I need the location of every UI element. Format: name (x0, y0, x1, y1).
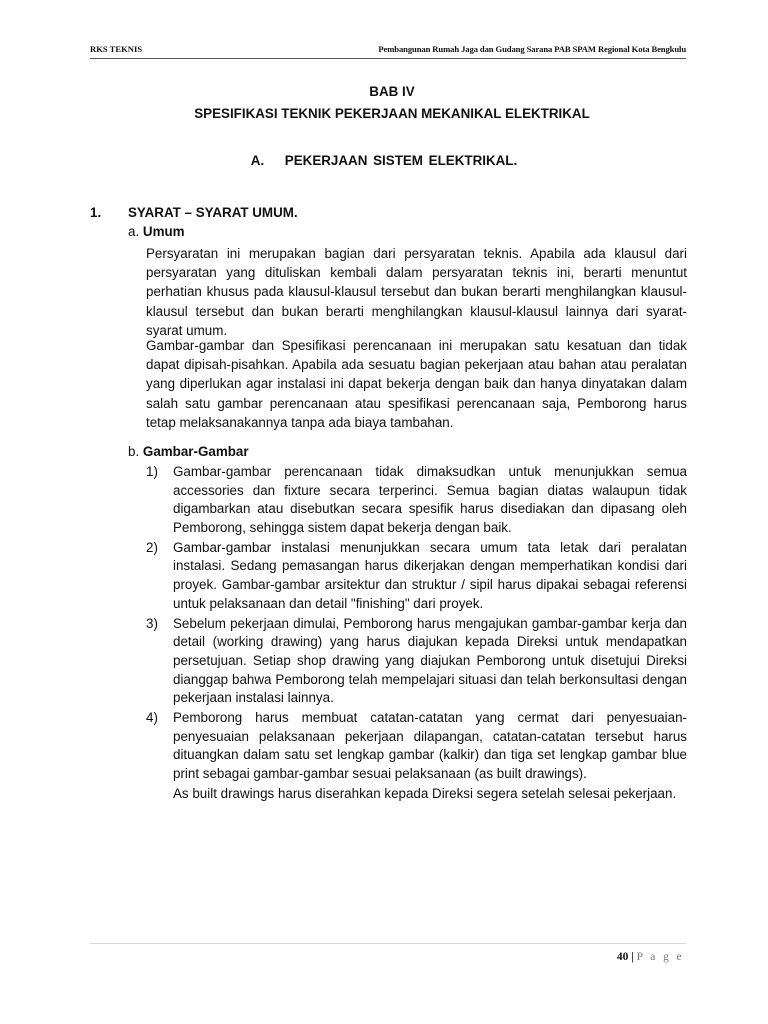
chapter-title: BAB IV (369, 84, 415, 99)
page-footer (617, 951, 684, 963)
header-left: RKS TEKNIS (90, 44, 143, 54)
chapter-subtitle: SPESIFIKASI TEKNIK PEKERJAAN MEKANIKAL ELEKTRIKAL (194, 106, 590, 121)
list-item-text: Gambar-gambar instalasi menunjukkan secara umum tata letak dari peralatan instalasi. Sedang pemasangan harus dikerjakan dengan memperhatikan kondisi dari proyek. Gambar-gambar arsitektur dan struktur / sipil harus dipakai sebagai referensi untuk pelaksanaan dan detail "finishing" dari proyek. (173, 539, 687, 611)
list-item-number: 3) (146, 615, 158, 631)
list-item-number: 4) (146, 710, 158, 726)
list-item (146, 463, 687, 537)
list-item (146, 709, 687, 803)
subsection-b-title: Gambar-Gambar (142, 444, 249, 459)
section-title: PEKERJAAN SISTEM ELEKTRIKAL. (284, 153, 518, 168)
list-item-number: 2) (146, 539, 158, 555)
subsection-a-heading (128, 224, 185, 239)
section-letter: A. (250, 153, 265, 168)
subsection-b-heading (128, 444, 249, 459)
page-header (90, 44, 686, 59)
section-heading (0, 153, 768, 168)
paragraph-umum-1: Persyaratan ini merupakan bagian dari persyaratan teknis. Apabila ada klausul dari persyaratan yang dituliskan kembali dalam persyaratan teknis ini, berarti menuntut perhatian khusus pada klausul-klausul tersebut dan bukan berarti menghilangkan klausul-klausul tersebut dan bukan berarti menghilangkan klausul-klausul lainnya dari syarat-syarat umum. (146, 246, 687, 338)
header-right: Pembangunan Rumah Jaga dan Gudang Sarana PAB SPAM Regional Kota Bengkulu (378, 44, 686, 54)
page-number: 40 (616, 951, 629, 963)
gambar-list (146, 463, 687, 805)
subsection-b-label: b. (128, 444, 140, 459)
list-item-number: 1) (146, 464, 158, 479)
list-item-extra: As built drawings harus diserahkan kepada Direksi segera setelah selesai pekerjaan. (173, 786, 677, 802)
subsection-a-label: a. (128, 224, 140, 239)
section-1-title: SYARAT – SYARAT UMUM. (128, 205, 298, 220)
section-1-heading (90, 205, 298, 220)
paragraph-umum-2: Gambar-gambar dan Spesifikasi perencanaan ini merupakan satu kesatuan dan tidak dapat dipisah-pisahkan. Apabila ada sesuatu bagian pekerjaan atau bahan atau peralatan yang diperlukan agar instalasi ini dapat bekerja dengan baik dan hanya dinyatakan dalam salah satu gambar perencanaan atau spesifikasi perencanaan saja, Pemborong harus tetap melaksanakannya tanpa ada biaya tambahan. (146, 338, 687, 430)
list-item-text: Pemborong harus membuat catatan-catatan yang cermat dari penyesuaian-penyesuaian pelaksanaan pekerjaan dilapangan, catatan-catatan tersebut harus dituangkan dalam satu set lengkap gambar (kalkir) dan tiga set lengkap gambar blue print sebagai gambar-gambar sesuai pelaksanaan (as built drawings). (173, 710, 687, 781)
footer-divider (90, 943, 686, 944)
list-item (146, 615, 687, 708)
page-label: P a g e (636, 951, 684, 963)
list-item (146, 539, 687, 613)
section-1-number: 1. (90, 205, 102, 220)
list-item-text: Gambar-gambar perencanaan tidak dimaksudkan untuk menunjukkan semua accessories dan fixture secara terperinci. Semua bagian diatas walaupun tidak digambarkan atau disebutkan secara spesifik harus disediakan dan dipasang oleh Pemborong, sehingga sistem dapat bekerja dengan baik. (173, 464, 687, 535)
footer-separator: | (628, 951, 637, 963)
subsection-a-title: Umum (142, 224, 185, 239)
list-item-text: Sebelum pekerjaan dimulai, Pemborong harus mengajukan gambar-gambar kerja dan detail (working drawing) yang harus diajukan kepada Direksi untuk mendapatkan persetujuan. Setiap shop drawing yang diajukan Pemborong untuk disetujui Direksi dianggap bahwa Pemborong telah mempelajari situasi dan telah berkonsultasi dengan pekerjaan instalasi lainnya. (173, 615, 687, 706)
